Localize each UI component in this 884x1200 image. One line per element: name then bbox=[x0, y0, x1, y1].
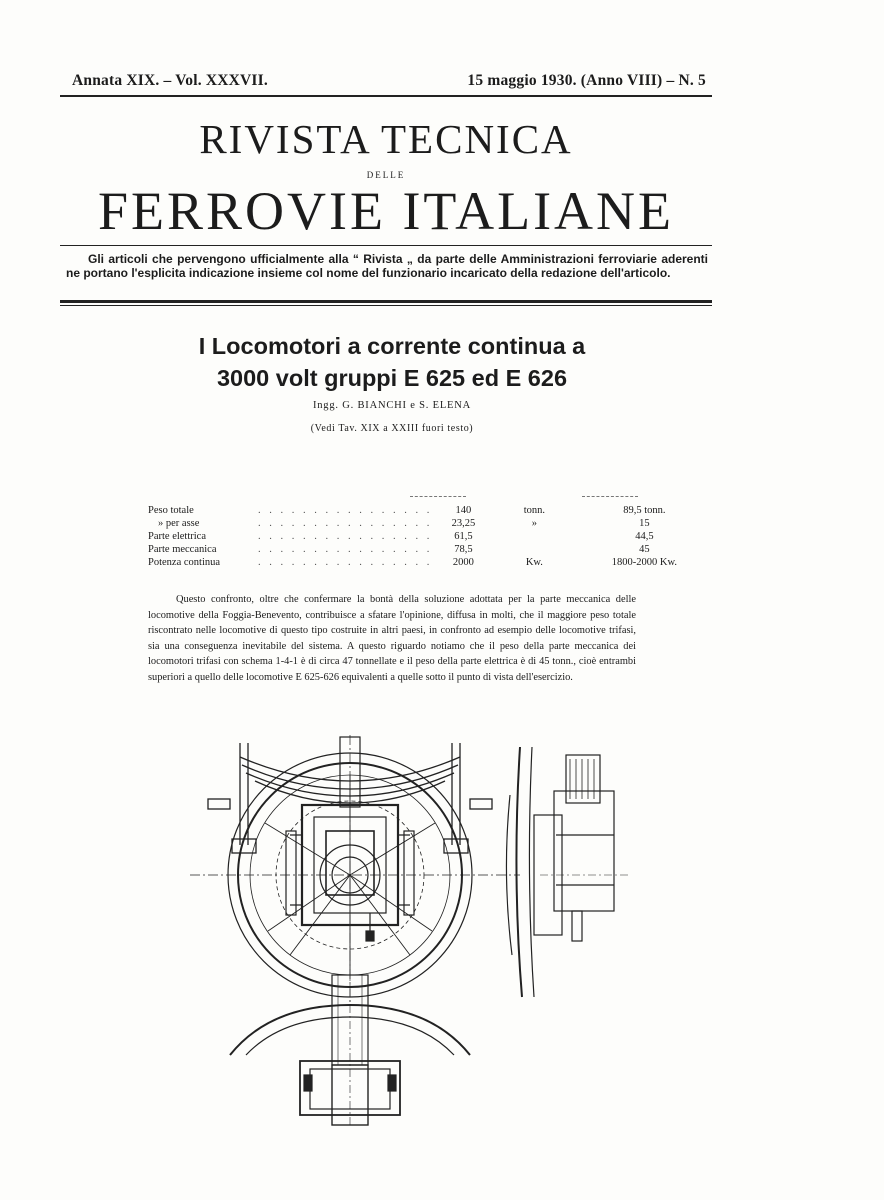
column-rule-1 bbox=[410, 496, 466, 497]
row-label: Parte elettrica bbox=[148, 531, 207, 542]
weight-comparison-table bbox=[148, 504, 714, 569]
value-foggia: 1800-2000 Kw. bbox=[611, 557, 677, 568]
notice-rule-thick bbox=[60, 300, 712, 303]
value-e625: 2000 bbox=[452, 557, 474, 568]
table-row bbox=[148, 530, 714, 543]
table-row bbox=[148, 504, 714, 517]
row-label: » per asse bbox=[158, 518, 200, 529]
row-label: Potenza continua bbox=[148, 557, 221, 568]
article-title-line2: 3000 volt gruppi E 625 ed E 626 bbox=[216, 365, 568, 391]
row-label: Parte meccanica bbox=[148, 544, 217, 555]
article-title bbox=[100, 330, 684, 394]
value-e625: 140 bbox=[455, 505, 472, 516]
masthead-title-line2: FERROVIE ITALIANE bbox=[97, 181, 675, 241]
value-foggia: 45 bbox=[639, 544, 650, 555]
article-title-line1: I Locomotori a corrente continua a bbox=[198, 333, 586, 359]
value-foggia: 89,5 tonn. bbox=[623, 505, 666, 516]
issue-date: 15 maggio 1930. (Anno VIII) – N. 5 bbox=[467, 72, 706, 89]
masthead-delle: DELLE bbox=[366, 170, 406, 180]
unit-e625 bbox=[494, 530, 574, 543]
editorial-notice bbox=[66, 252, 708, 280]
row-leader-dots: . . . . . . . . . . . . . . . . bbox=[258, 518, 433, 529]
body-paragraph-text: Questo confronto, oltre che confermare la bontà della soluzione adottata per la parte meccanica delle locomotive della Foggia-Benevento, contribuisce a sfatare l'opinione, diffusa in molti, che il maggiore peso totale riscontrato nelle locomotive di questo tipo costruite in altri paesi, in confronto ad esempio delle locomotive trifasi, sia una conseguenza inevitabile del sistema. A questo riguardo notiamo che il peso della parte meccanica dei locomotori trifasi con schema 1-4-1 è di circa 47 tonnellate e il peso della parte elettrica è di 45 tonn., cioè entrambi superiori a quello delle locomotive E 625-626 equivalenti a quelle sotto il punto di vista dell'esercizio. bbox=[148, 594, 636, 683]
row-leader-dots: . . . . . . . . . . . . . . . . bbox=[258, 531, 433, 542]
masthead-rule bbox=[60, 245, 712, 246]
value-e625: 23,25 bbox=[451, 518, 476, 529]
table-row bbox=[148, 556, 714, 569]
header-rule bbox=[60, 95, 712, 97]
volume-info: Annata XIX. – Vol. XXXVII. bbox=[72, 72, 268, 89]
row-leader-dots: . . . . . . . . . . . . . . . . bbox=[258, 544, 433, 555]
unit-e625 bbox=[494, 543, 574, 556]
row-label: Peso totale bbox=[148, 505, 194, 516]
article-authors: Ingg. G. BIANCHI e S. ELENA bbox=[312, 400, 472, 411]
axle-plan-section bbox=[230, 973, 470, 1127]
body-paragraph bbox=[148, 592, 636, 686]
value-foggia: 15 bbox=[639, 518, 650, 529]
wheel-end-view bbox=[506, 747, 630, 997]
unit-e625: » bbox=[531, 518, 537, 529]
value-foggia: 44,5 bbox=[635, 531, 654, 542]
axle-box-technical-drawing bbox=[170, 735, 650, 1130]
value-e625: 78,5 bbox=[454, 544, 473, 555]
table-row bbox=[148, 517, 714, 530]
plates-reference: (Vedi Tav. XIX a XXIII fuori testo) bbox=[310, 423, 474, 434]
unit-e625: tonn. bbox=[523, 505, 546, 516]
row-leader-dots: . . . . . . . . . . . . . . . . bbox=[258, 505, 433, 516]
column-rule-2 bbox=[582, 496, 638, 497]
masthead-title-line1: RIVISTA TECNICA bbox=[199, 116, 573, 162]
unit-e625: Kw. bbox=[525, 557, 543, 568]
table-row bbox=[148, 543, 714, 556]
notice-rule-thin bbox=[60, 305, 712, 306]
value-e625: 61,5 bbox=[454, 531, 473, 542]
row-leader-dots: . . . . . . . . . . . . . . . . bbox=[258, 557, 433, 568]
editorial-notice-text: Gli articoli che pervengono ufficialmente alla “ Rivista „ da parte delle Amministrazioni ferroviarie aderenti ne portano l'esplicita indicazione insieme col nome del funzionario incaricato della redazione dell'articolo. bbox=[66, 252, 708, 280]
